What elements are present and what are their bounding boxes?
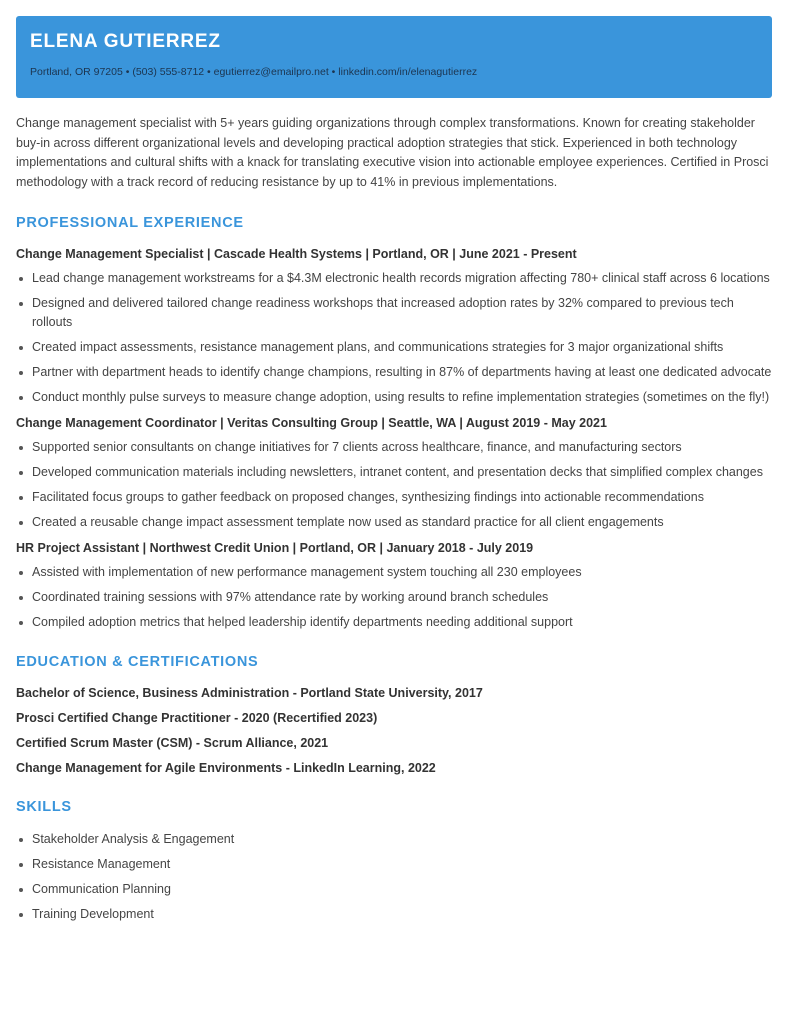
bullet-icon — [19, 571, 23, 575]
list-item — [16, 613, 772, 632]
education-item: Prosci Certified Change Practitioner - 2020 (Recertified 2023) — [16, 711, 378, 725]
bullet-icon — [19, 396, 23, 400]
bullet-icon — [19, 863, 23, 867]
list-item — [16, 488, 772, 507]
skill-text: Stakeholder Analysis & Engagement — [32, 832, 235, 846]
bullet-text: Compiled adoption metrics that helped leadership identify departments needing additional support — [32, 615, 573, 629]
bullet-text: Coordinated training sessions with 97% attendance rate by working around branch schedules — [32, 590, 549, 604]
bullet-icon — [19, 277, 23, 281]
job-entry — [16, 539, 772, 632]
bullet-icon — [19, 621, 23, 625]
list-item — [16, 830, 772, 849]
education-item: Bachelor of Science, Business Administration - Portland State University, 2017 — [16, 686, 483, 700]
skills-list — [16, 830, 772, 924]
skill-text: Resistance Management — [32, 857, 171, 871]
list-item — [16, 338, 772, 357]
resume — [16, 16, 772, 924]
education-item: Change Management for Agile Environments - LinkedIn Learning, 2022 — [16, 761, 436, 775]
education-list — [16, 684, 772, 777]
skill-text: Communication Planning — [32, 882, 171, 896]
job-bullets — [16, 563, 772, 632]
job-heading: Change Management Coordinator | Veritas Consulting Group | Seattle, WA | August 2019 - May 2021 — [16, 416, 607, 430]
bullet-icon — [19, 521, 23, 525]
list-item — [16, 463, 772, 482]
bullet-icon — [19, 371, 23, 375]
bullet-icon — [19, 346, 23, 350]
section-title-education: EDUCATION & CERTIFICATIONS — [16, 654, 259, 670]
skill-text: Training Development — [32, 907, 154, 921]
list-item — [16, 269, 772, 288]
bullet-text: Facilitated focus groups to gather feedback on proposed changes, synthesizing findings into actionable recommendations — [32, 490, 704, 504]
resume-header — [16, 16, 772, 98]
bullet-text: Assisted with implementation of new performance management system touching all 230 employees — [32, 565, 582, 579]
list-item — [16, 880, 772, 899]
bullet-text: Designed and delivered tailored change readiness workshops that increased adoption rates by 32% compared to previous tech rollouts — [32, 296, 734, 329]
bullet-icon — [19, 838, 23, 842]
bullet-icon — [19, 888, 23, 892]
job-entry — [16, 245, 772, 407]
bullet-text: Supported senior consultants on change initiatives for 7 clients across healthcare, finance, and manufacturing sectors — [32, 440, 682, 454]
education-item: Certified Scrum Master (CSM) - Scrum Alliance, 2021 — [16, 736, 329, 750]
job-bullets — [16, 438, 772, 532]
list-item — [16, 363, 772, 382]
list-item — [16, 388, 772, 407]
list-item — [16, 588, 772, 607]
list-item — [16, 438, 772, 457]
bullet-icon — [19, 496, 23, 500]
bullet-text: Lead change management workstreams for a $4.3M electronic health records migration affecting 780+ clinical staff across 6 locations — [32, 271, 770, 285]
bullet-icon — [19, 913, 23, 917]
list-item — [16, 294, 772, 332]
candidate-name: ELENA GUTIERREZ — [30, 31, 221, 52]
list-item — [16, 905, 772, 924]
list-item — [16, 563, 772, 582]
job-heading: HR Project Assistant | Northwest Credit Union | Portland, OR | January 2018 - July 2019 — [16, 541, 534, 555]
section-title-skills: SKILLS — [16, 799, 72, 815]
list-item — [16, 855, 772, 874]
professional-summary: Change management specialist with 5+ years guiding organizations through complex transformations. Known for creating stakeholder buy-in across different organizational levels and developing practical adoption strategies that stick. Experienced in both technology implementations and cultural shifts with a knack for translating executive vision into actionable employee experiences. Certified in Prosci methodology with a track record of reducing resistance by up to 41% in previous implementations. — [16, 116, 769, 189]
bullet-text: Created impact assessments, resistance management plans, and communications strategies for 3 major organizational shifts — [32, 340, 724, 354]
section-title-experience: PROFESSIONAL EXPERIENCE — [16, 215, 244, 231]
list-item — [16, 513, 772, 532]
bullet-icon — [19, 302, 23, 306]
job-heading: Change Management Specialist | Cascade Health Systems | Portland, OR | June 2021 - Present — [16, 247, 577, 261]
bullet-text: Created a reusable change impact assessment template now used as standard practice for all client engagements — [32, 515, 664, 529]
contact-info: Portland, OR 97205 • (503) 555-8712 • egutierrez@emailpro.net • linkedin.com/in/elenagutierrez — [30, 66, 478, 78]
bullet-text: Developed communication materials including newsletters, intranet content, and presentation decks that simplified complex changes — [32, 465, 763, 479]
bullet-icon — [19, 596, 23, 600]
bullet-text: Partner with department heads to identify change champions, resulting in 87% of departments having at least one dedicated advocate — [32, 365, 772, 379]
bullet-icon — [19, 471, 23, 475]
job-bullets — [16, 269, 772, 407]
job-entry — [16, 414, 772, 532]
bullet-icon — [19, 446, 23, 450]
bullet-text: Conduct monthly pulse surveys to measure change adoption, using results to refine implementation strategies (sometimes on the fly!) — [32, 390, 770, 404]
